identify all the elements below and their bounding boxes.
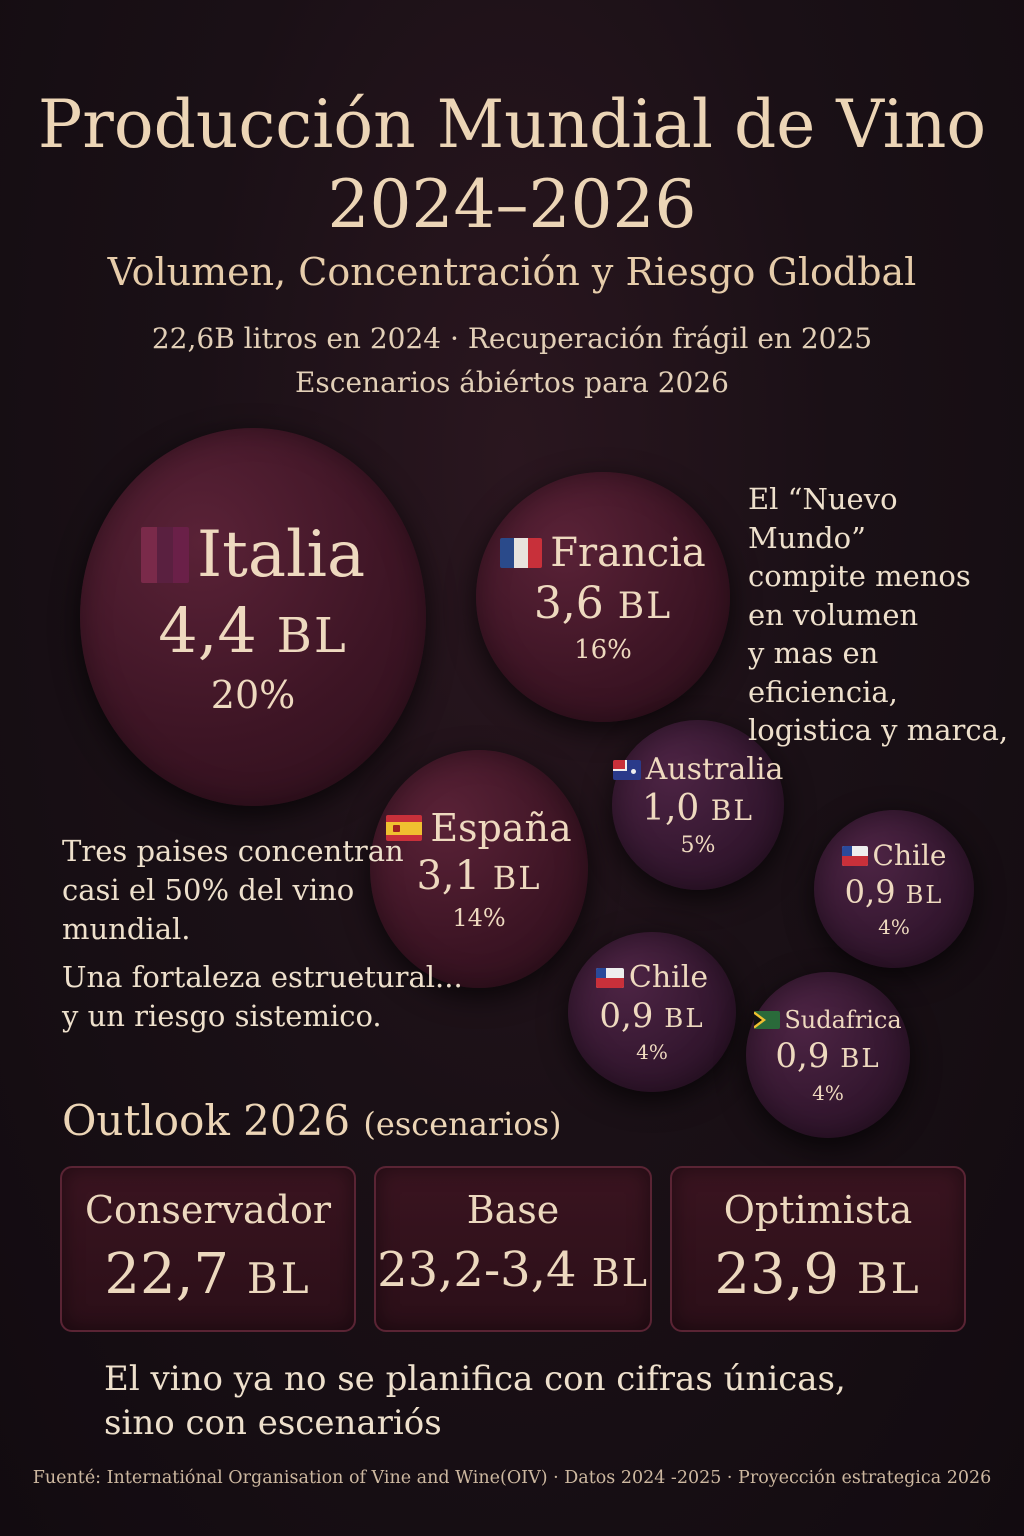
- bubble-italia-unit: BL: [276, 607, 348, 664]
- note-new-world-line: en volumen: [748, 597, 919, 632]
- bubble-australia-share: 5%: [680, 833, 716, 858]
- outlook-title: [62, 1096, 562, 1145]
- scenario-unit: BL: [591, 1251, 649, 1295]
- bubble-sudafrica: [746, 972, 910, 1138]
- italy-flag-icon: [141, 527, 189, 583]
- bubble-chile-bottom-unit: BL: [664, 1004, 705, 1034]
- bubble-italia-value: 4,4: [158, 593, 257, 667]
- bubble-francia: [476, 472, 730, 722]
- bubble-chile-right: [814, 810, 974, 968]
- note-risk-line: y un riesgo sistemico.: [62, 999, 382, 1033]
- bubble-francia-value: 3,6: [533, 577, 604, 629]
- note-new-world-line: compite menos: [748, 559, 971, 593]
- tagline-line-2: Escenarios ábiértos para 2026: [294, 366, 729, 399]
- closing-line-1: El vino ya no se planifica con cifras únicas,: [104, 1359, 846, 1399]
- scenario-label: Optimista: [723, 1188, 913, 1232]
- scenario-value: 23,2-3,4: [377, 1242, 577, 1298]
- outlook-title-main: Outlook 2026: [62, 1096, 351, 1145]
- scenario-unit: BL: [246, 1254, 312, 1303]
- chile-flag-icon: [596, 968, 624, 988]
- bubble-chile-bottom-value: 0,9: [599, 996, 654, 1036]
- bubble-sudafrica-value: 0,9: [775, 1035, 830, 1076]
- note-risk: [62, 958, 463, 1036]
- bubble-francia-unit: BL: [617, 585, 673, 627]
- bubble-australia-unit: BL: [710, 794, 754, 827]
- tagline-line-1: 22,6B litros en 2024 · Recuperación frágil en 2025: [151, 322, 873, 355]
- bubble-chile-bottom-name: Chile: [628, 960, 709, 995]
- scenario-label: Conservador: [84, 1188, 332, 1232]
- bubble-chile-right-share: 4%: [878, 915, 910, 939]
- australia-flag-icon: [613, 760, 641, 780]
- source-note: Fuenté: Internatiónal Organisation of Vine and Wine(OIV) · Datos 2024 -2025 · Proyección estrategica 2026: [32, 1468, 992, 1488]
- bubble-chile-bottom: [568, 932, 736, 1092]
- note-risk-line: Una fortaleza estruetural...: [62, 960, 463, 994]
- scenario-card-base: [374, 1166, 652, 1332]
- bubble-chile-bottom-share: 4%: [636, 1040, 668, 1064]
- bubble-francia-name: Francia: [550, 529, 706, 576]
- note-concentration-line: Tres paises concentran: [62, 834, 404, 868]
- bubble-chile-right-name: Chile: [872, 839, 947, 872]
- scenario-card-optimista: [670, 1166, 966, 1332]
- bubble-sudafrica-name: Sudafrica: [784, 1005, 902, 1034]
- bubble-sudafrica-unit: BL: [840, 1043, 881, 1074]
- scenario-value: 23,9: [714, 1242, 840, 1307]
- bubble-francia-share: 16%: [574, 634, 632, 665]
- france-flag-icon: [500, 538, 542, 568]
- page-subtitle: Volumen, Concentración y Riesgo Glodbal: [107, 250, 917, 294]
- scenario-unit: BL: [856, 1254, 922, 1303]
- note-new-world-line: logistica y marca,: [748, 713, 1009, 747]
- bubble-espana-value: 3,1: [416, 853, 481, 899]
- bubble-italia-name: Italia: [196, 517, 366, 592]
- page-title-years: 2024–2026: [327, 166, 697, 243]
- note-concentration: [62, 832, 404, 949]
- note-new-world-line: El “Nuevo Mundo”: [748, 482, 898, 555]
- bubble-espana-share: 14%: [452, 904, 506, 932]
- page-title: Producción Mundial de Vino: [37, 86, 987, 163]
- bubble-italia: [80, 428, 426, 806]
- closing-line-2: sino con escenariós: [104, 1403, 442, 1443]
- south-africa-flag-icon: [754, 1011, 780, 1029]
- bubble-australia-value: 1,0: [642, 788, 700, 829]
- chile-flag-icon: [842, 846, 868, 866]
- bubble-chile-right-value: 0,9: [844, 873, 896, 911]
- bubble-espana-name: España: [430, 806, 572, 850]
- bubble-italia-share: 20%: [210, 672, 296, 717]
- note-new-world: [748, 480, 1024, 750]
- note-new-world-line: y mas en: [748, 636, 879, 670]
- scenario-label: Base: [466, 1188, 560, 1232]
- note-concentration-line: casi el 50% del vino: [62, 873, 355, 907]
- bubble-sudafrica-share: 4%: [812, 1080, 844, 1105]
- bubble-chile-right-unit: BL: [905, 881, 944, 909]
- outlook-title-suffix: (escenarios): [363, 1105, 562, 1143]
- bubble-australia-name: Australia: [645, 752, 784, 787]
- note-concentration-line: mundial.: [62, 912, 191, 946]
- bubble-espana-unit: BL: [492, 859, 542, 897]
- note-new-world-line: eficiencia,: [748, 674, 898, 709]
- scenario-card-conservador: [60, 1166, 356, 1332]
- scenario-value: 22,7: [104, 1242, 230, 1307]
